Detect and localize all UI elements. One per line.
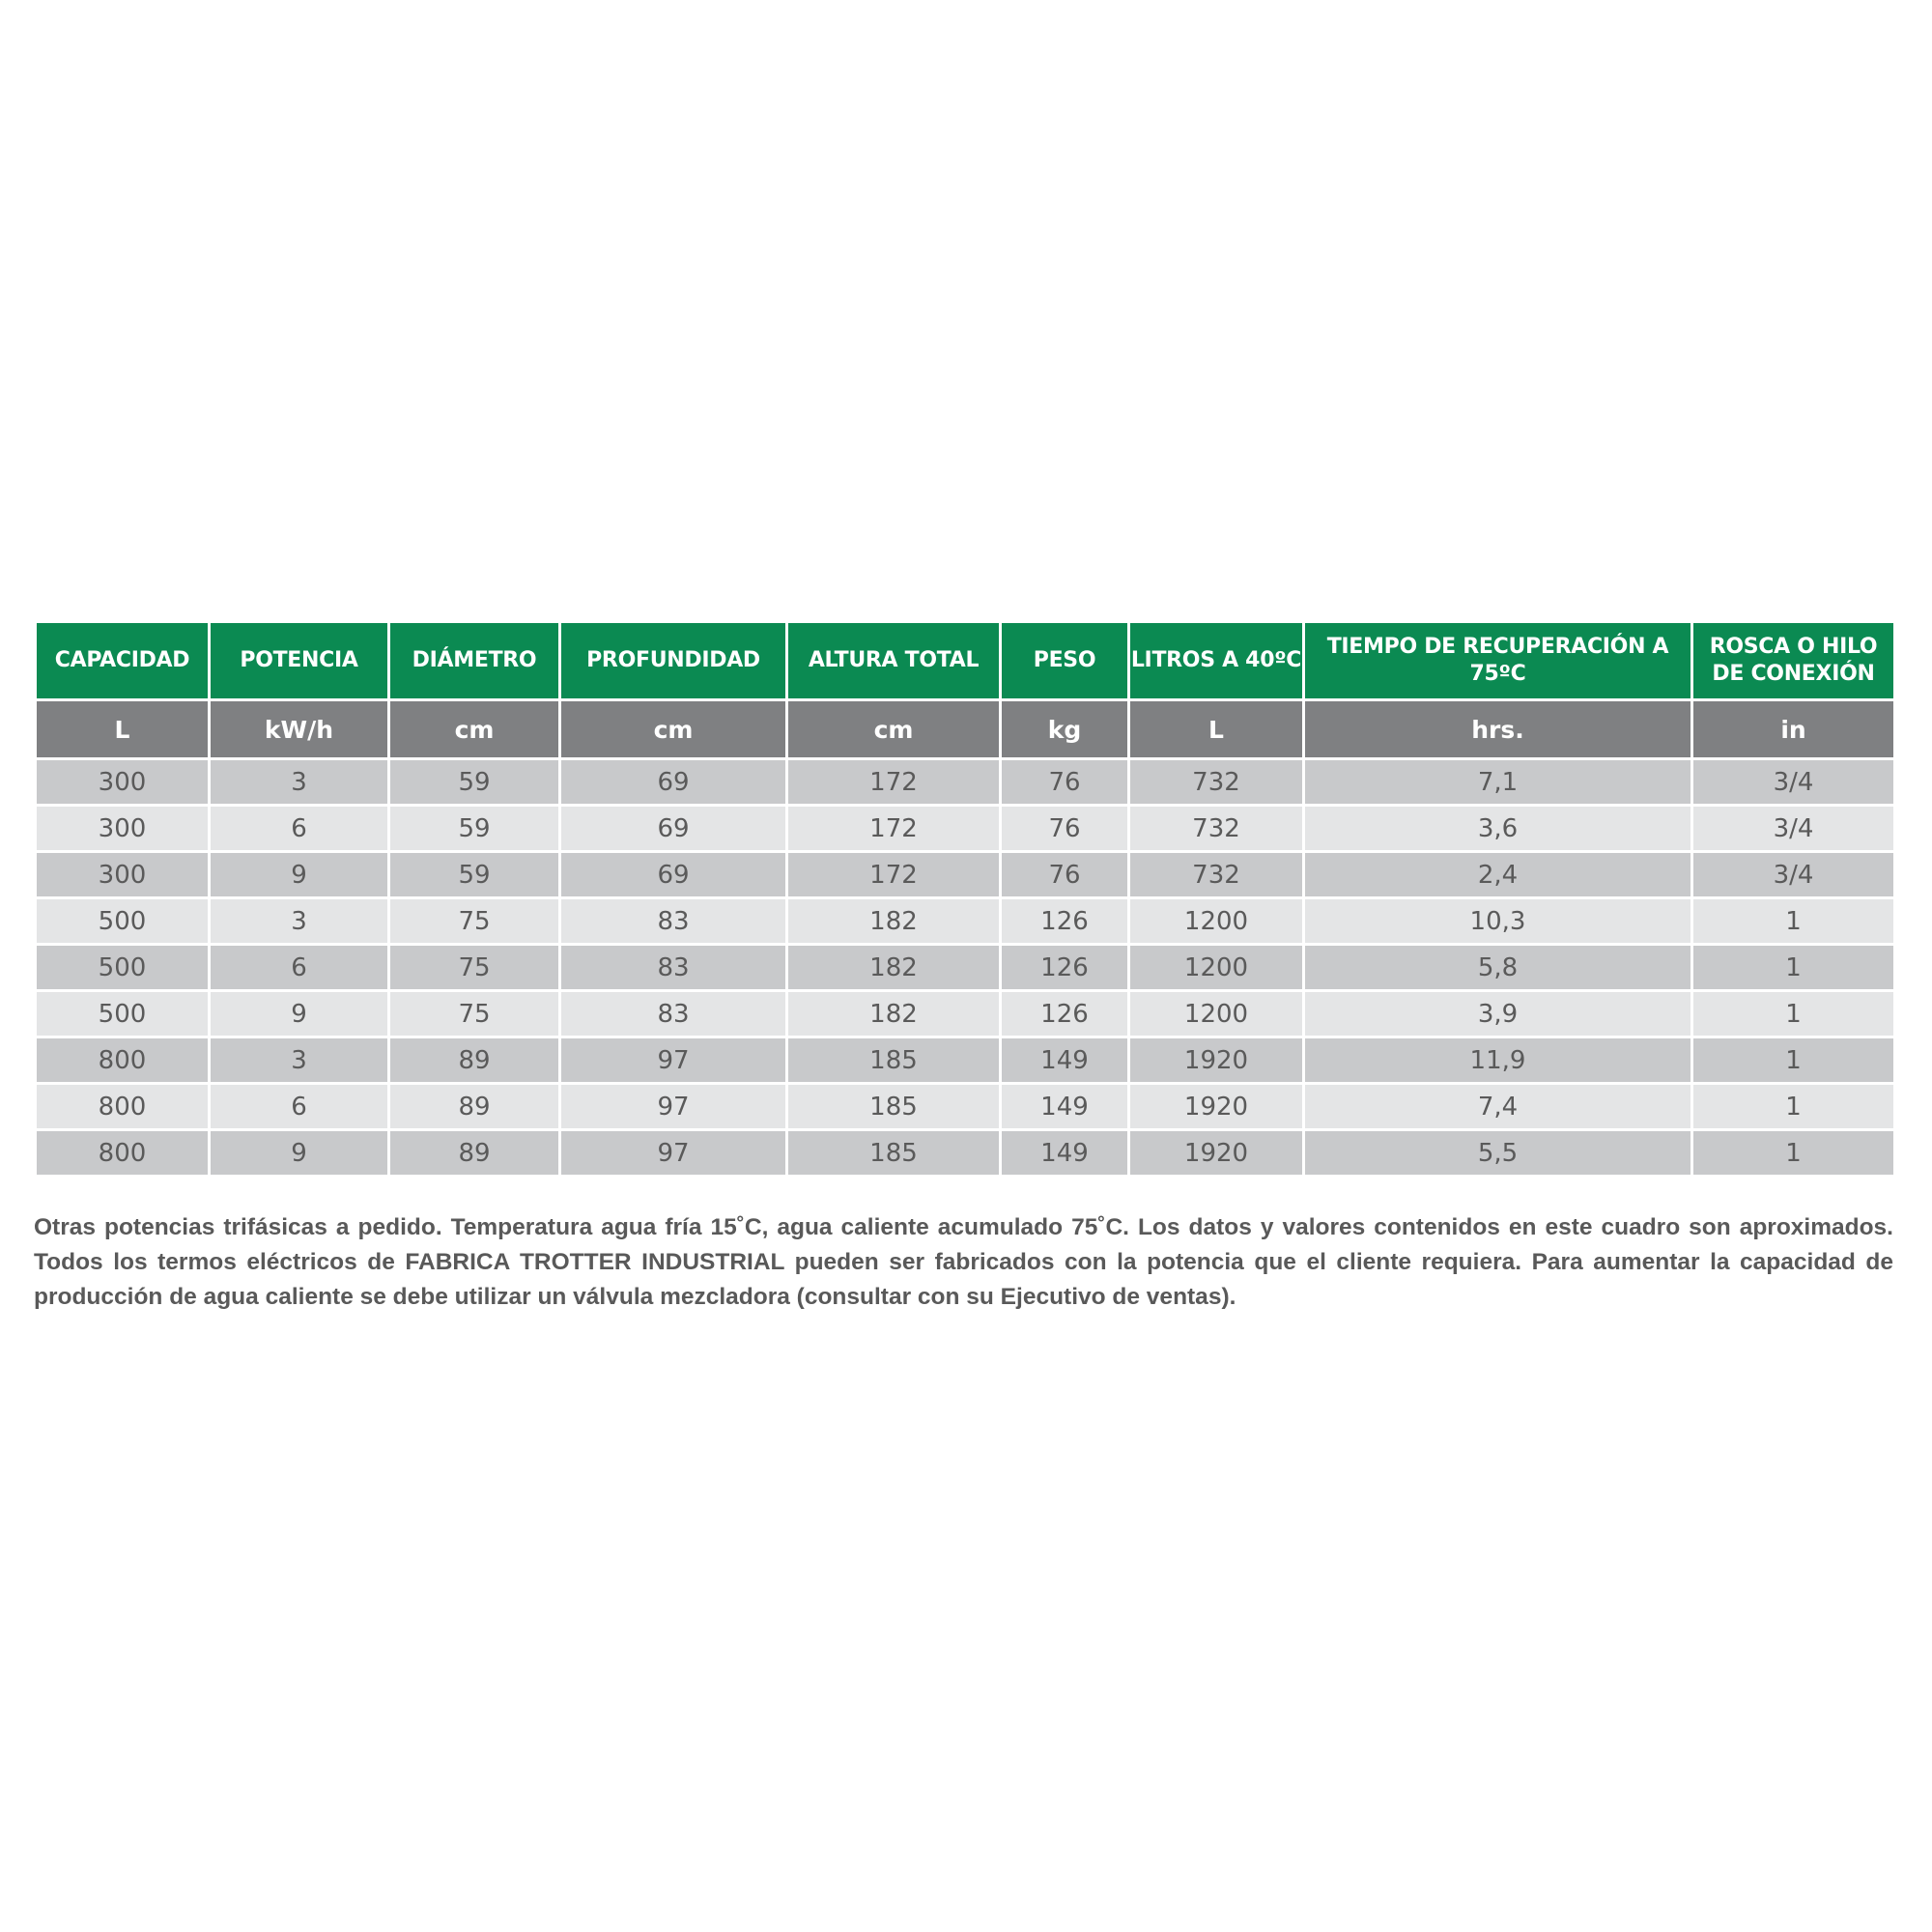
footnote-line-1: Otras potencias trifásicas a pedido. Temperatura agua fría 15˚C, agua caliente acumulado 75˚C. Los datos y valores contenidos en este cuadro son aproximados. — [34, 1214, 1893, 1240]
table-cell: 800 — [36, 1084, 210, 1130]
table-cell: 97 — [560, 1037, 787, 1084]
table-cell: 11,9 — [1304, 1037, 1692, 1084]
table-cell: 7,4 — [1304, 1084, 1692, 1130]
specifications-table — [34, 620, 1896, 1178]
table-cell: 182 — [787, 991, 1001, 1037]
table-cell: 97 — [560, 1130, 787, 1177]
header-profundidad: PROFUNDIDAD — [560, 622, 787, 700]
table-cell: 83 — [560, 945, 787, 991]
table-cell: 500 — [36, 991, 210, 1037]
table-cell: 75 — [389, 991, 560, 1037]
table-cell: 126 — [1001, 945, 1129, 991]
header-diametro: DIÁMETRO — [389, 622, 560, 700]
table-cell: 185 — [787, 1037, 1001, 1084]
table-cell: 3,6 — [1304, 806, 1692, 852]
table-cell: 1 — [1692, 945, 1895, 991]
table-cell: 89 — [389, 1037, 560, 1084]
table-cell: 83 — [560, 898, 787, 945]
table-cell: 732 — [1129, 806, 1304, 852]
table-cell: 185 — [787, 1084, 1001, 1130]
table-cell: 76 — [1001, 759, 1129, 806]
header-peso: PESO — [1001, 622, 1129, 700]
table-cell: 126 — [1001, 991, 1129, 1037]
header-altura-total: ALTURA TOTAL — [787, 622, 1001, 700]
table-cell: 69 — [560, 806, 787, 852]
table-cell: 89 — [389, 1084, 560, 1130]
table-cell: 182 — [787, 898, 1001, 945]
header-litros: LITROS A 40ºC — [1129, 622, 1304, 700]
table-cell: 1 — [1692, 1084, 1895, 1130]
table-row — [36, 898, 1895, 945]
table-cell: 6 — [210, 1084, 389, 1130]
unit-cell: kg — [1001, 700, 1129, 759]
table-cell: 75 — [389, 945, 560, 991]
table-row — [36, 1037, 1895, 1084]
table-cell: 1200 — [1129, 898, 1304, 945]
table-cell: 182 — [787, 945, 1001, 991]
units-row — [36, 700, 1895, 759]
table-cell: 6 — [210, 945, 389, 991]
table-cell: 3 — [210, 898, 389, 945]
table-cell: 172 — [787, 806, 1001, 852]
table-row — [36, 852, 1895, 898]
table-cell: 10,3 — [1304, 898, 1692, 945]
table-cell: 172 — [787, 759, 1001, 806]
table-cell: 9 — [210, 1130, 389, 1177]
table-cell: 800 — [36, 1037, 210, 1084]
table-cell: 732 — [1129, 852, 1304, 898]
table-cell: 1920 — [1129, 1037, 1304, 1084]
table-cell: 76 — [1001, 806, 1129, 852]
unit-cell: cm — [560, 700, 787, 759]
header-capacidad: CAPACIDAD — [36, 622, 210, 700]
table-cell: 1200 — [1129, 945, 1304, 991]
table-cell: 89 — [389, 1130, 560, 1177]
table-cell: 1 — [1692, 1130, 1895, 1177]
header-tiempo-recuperacion: TIEMPO DE RECUPERACIÓN A 75ºC — [1304, 622, 1692, 700]
table-cell: 83 — [560, 991, 787, 1037]
table-cell: 5,8 — [1304, 945, 1692, 991]
table-cell: 172 — [787, 852, 1001, 898]
table-cell: 149 — [1001, 1084, 1129, 1130]
table-cell: 149 — [1001, 1130, 1129, 1177]
table-cell: 1 — [1692, 1037, 1895, 1084]
table-row — [36, 991, 1895, 1037]
table-cell: 1920 — [1129, 1084, 1304, 1130]
table-cell: 500 — [36, 898, 210, 945]
table-row — [36, 759, 1895, 806]
table-cell: 6 — [210, 806, 389, 852]
table-cell: 9 — [210, 852, 389, 898]
table-cell: 185 — [787, 1130, 1001, 1177]
table-cell: 1 — [1692, 991, 1895, 1037]
table-cell: 76 — [1001, 852, 1129, 898]
table-cell: 59 — [389, 852, 560, 898]
table-cell: 59 — [389, 806, 560, 852]
unit-cell: in — [1692, 700, 1895, 759]
table-cell: 7,1 — [1304, 759, 1692, 806]
unit-cell: cm — [787, 700, 1001, 759]
unit-cell: L — [1129, 700, 1304, 759]
table-cell: 300 — [36, 806, 210, 852]
table-cell: 126 — [1001, 898, 1129, 945]
table-cell: 800 — [36, 1130, 210, 1177]
unit-cell: kW/h — [210, 700, 389, 759]
table-row — [36, 1130, 1895, 1177]
table-row — [36, 806, 1895, 852]
table-cell: 97 — [560, 1084, 787, 1130]
table-cell: 300 — [36, 759, 210, 806]
table-cell: 3/4 — [1692, 806, 1895, 852]
unit-cell: cm — [389, 700, 560, 759]
table-cell: 3,9 — [1304, 991, 1692, 1037]
table-cell: 300 — [36, 852, 210, 898]
table-cell: 3/4 — [1692, 852, 1895, 898]
table-cell: 69 — [560, 759, 787, 806]
table-cell: 1920 — [1129, 1130, 1304, 1177]
table-cell: 3 — [210, 1037, 389, 1084]
unit-cell: L — [36, 700, 210, 759]
table-cell: 1 — [1692, 898, 1895, 945]
table-cell: 69 — [560, 852, 787, 898]
table-cell: 5,5 — [1304, 1130, 1692, 1177]
unit-cell: hrs. — [1304, 700, 1692, 759]
table-cell: 3/4 — [1692, 759, 1895, 806]
table-cell: 732 — [1129, 759, 1304, 806]
table-cell: 149 — [1001, 1037, 1129, 1084]
header-potencia: POTENCIA — [210, 622, 389, 700]
footnote-line-2: Todos los termos eléctricos de FABRICA TROTTER INDUSTRIAL pueden ser fabricados con la potencia que el cliente requiera. Para aumentar la capacidad de producción de agua caliente se debe utilizar un válvula mezcladora (consultar con su Ejecutivo de ventas). — [34, 1249, 1893, 1310]
header-row — [36, 622, 1895, 700]
table-cell: 1200 — [1129, 991, 1304, 1037]
table-row — [36, 1084, 1895, 1130]
table-cell: 9 — [210, 991, 389, 1037]
table-cell: 500 — [36, 945, 210, 991]
table-cell: 2,4 — [1304, 852, 1692, 898]
footnote — [34, 1210, 1893, 1315]
table-cell: 3 — [210, 759, 389, 806]
table-cell: 59 — [389, 759, 560, 806]
table-cell: 75 — [389, 898, 560, 945]
header-rosca: ROSCA O HILO DE CONEXIÓN — [1692, 622, 1895, 700]
table-row — [36, 945, 1895, 991]
